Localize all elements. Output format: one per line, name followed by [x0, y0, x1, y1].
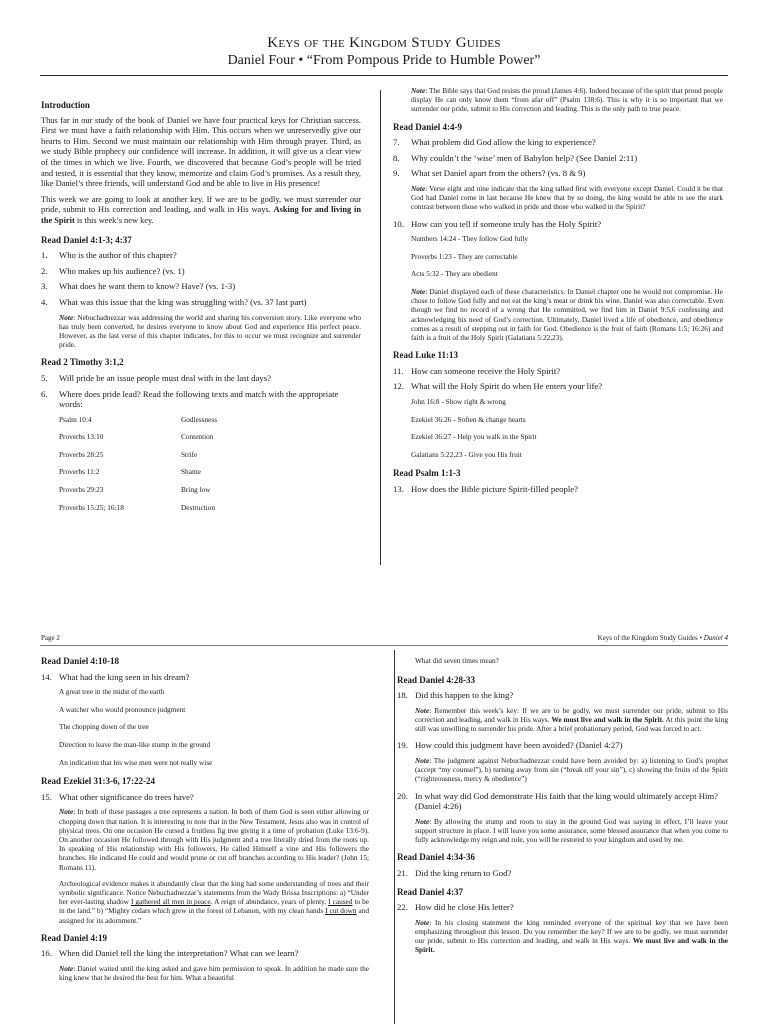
match-word: Destruction [181, 502, 216, 512]
note-text: The Bible says that God resists the proud (James 4:6). Indeed because of the spirit that proud people display He can only know them “from afar off” (Psalm 138:6). This is why it is so important that we surrender our pride, submit to His correction and leading. This is the only path to true peace. [411, 86, 723, 114]
question-text: What problem did God allow the king to experience? [411, 137, 596, 148]
note-text: Daniel displayed each of these characteristics. In Daniel chapter one he would not compromise. He chose to follow God fully and not eat the king’s meat or drink his wine. Daniel was also correctable. Even though we find no record of a wrong that He committed, we find him in Daniel 9:5,6 confessing and acknowledging his need of God’s correction. Ultimately, Daniel lived a life of obedience, and obedience comes as a result of stepping out in faith for God. Obedience is the fruit of faith (Romans 1:5; 16:26) and faith is a fruit of the Holy Spirit (Galatians 5:22,23). [411, 286, 723, 342]
match-table [41, 415, 361, 514]
note-16: Note: Daniel waited until the king asked and gave him permission to speak. In addition he made sure the king knew that he desired the best for him. What a beautiful [59, 963, 369, 983]
match-row [59, 415, 361, 426]
page2-left-column [41, 652, 369, 989]
note-label: Note [411, 183, 426, 193]
question-number: 22. [397, 902, 408, 913]
question-9 [393, 168, 723, 179]
section-heading: Read 2 Timothy 3:1,2 [41, 357, 124, 368]
note-22: Note: In his closing statement the king reminded everyone of the spiritual key that we have been emphasizing throughout this lesson. Do you remember the key? If we are to be godly, we must surrender our pride, submit to His correction and leading, and walk in His ways. We must live and walk in the Spirit. [415, 917, 728, 955]
intro-p2-text: This week we are going to look at another key. If we are to be godly, we must surrender our pride, submit to His correction and leading, and walk in His ways. [41, 194, 361, 215]
section-heading: Read Daniel 4:1-3; 4:37 [41, 234, 132, 245]
match-word: Shame [181, 467, 201, 477]
intro-p2-end: is this week’s new key. [76, 215, 154, 225]
question-number: 5. [41, 372, 48, 383]
question-text: What set Daniel apart from the others? (vs. 8 & 9) [411, 168, 586, 179]
section-heading: Read Luke 11:13 [393, 350, 459, 361]
match-ref: Proverbs 29:23 [59, 485, 104, 495]
question-text: What will the Holy Spirit do when He enters your life? [411, 381, 603, 392]
section-heading: Read Daniel 4:10-18 [41, 656, 119, 666]
question-text: Will pride be an issue people must deal with in the last days? [59, 372, 271, 383]
note-text: At this point the king still was unwilling to surrender his pride. After a brief probationary period, God was forced to act. [415, 714, 729, 734]
answer-line: John 16:8 - Show right & wrong [411, 396, 506, 406]
match-row [59, 485, 361, 496]
page-title: Keys of the Kingdom Study Guides [267, 35, 501, 51]
question-15 [41, 792, 369, 803]
page-number: Page 2 [41, 634, 60, 642]
question-number: 13. [393, 483, 404, 494]
running-head-text: Keys of the Kingdom Study Guides • [597, 634, 702, 642]
question-number: 4. [41, 296, 48, 307]
match-ref: Proverbs 15:25; 16:18 [59, 502, 124, 512]
note-text: The judgment against Nebuchadnezzar could have been avoided by: a) listening to God’s prophet (accept “my counsel”), b) turning away from sin (“break off your sin”), c) showing the fruits of the Spirit (“righteousness, mercy & obedience”) [415, 755, 728, 784]
question-6 [41, 389, 361, 410]
question-number: 15. [41, 791, 52, 802]
note-19: Note: The judgment against Nebuchadnezzar could have been avoided by: a) listening to God’s prophet (accept “my counsel”), b) turning away from sin (“break off your sin”), c) showing the fruits of the Spirit (“righteousness, mercy & obedience”) [415, 755, 728, 784]
note-text: In his closing statement the king reminded everyone of the spiritual key that we have been emphasizing throughout this lesson. Do you remember the key? If we are to be godly, we must surrender our pride, submit to His correction and leading, and walk in His ways. [415, 917, 728, 946]
column-divider [380, 90, 381, 565]
answer-line: Galatians 5:22,23 - Give you His fruit [411, 449, 522, 459]
question-2 [41, 266, 361, 277]
note-label: Note [415, 705, 430, 715]
question-number: 18. [397, 690, 408, 701]
section-heading: Read Daniel 4:28-33 [397, 674, 475, 685]
answer-line: Ezekiel 36:27 - Help you walk in the Spirit [411, 432, 537, 442]
note-underlined: I gathered all men in peace [130, 897, 211, 907]
note-underlined: I caused [328, 897, 353, 907]
section-heading: Read Daniel 4:19 [41, 932, 107, 943]
note-18: Note: Remember this week’s key: If we are to be godly, we must surrender our pride, submit to His correction and leading, and walk in His ways. We must live and walk in the Spirit. At this point the king still was unwilling to surrender his pride. After a brief probationary period, God was forced to act. [415, 705, 729, 734]
section-heading: Read Daniel 4:34-36 [397, 852, 475, 863]
note-label: Note [411, 86, 426, 95]
running-head-italic: Daniel 4 [703, 634, 728, 642]
question-3 [41, 281, 361, 292]
match-ref: Psalm 10:4 [59, 414, 92, 424]
note-text: and assigned for its adornment.” [59, 906, 369, 925]
question-number: 12. [393, 381, 404, 392]
note-text: By allowing the stump and roots to stay in the ground God was saying in effect, I’ll leave your support structure in place. I will leave you some assurance, some blessed assurance that when you come to fully acknowledge my reign and rule, you will be restored to your kingdom and used by me. [415, 816, 728, 845]
question-18 [397, 690, 728, 701]
answer-line: Numbers 14:24 - They follow God fully [411, 234, 529, 244]
header-rule [40, 75, 728, 76]
match-word: Bring low [181, 485, 211, 495]
question-text: How can you tell if someone truly has the Holy Spirit? [411, 218, 602, 229]
note-text: . A reign of abundance, years of plenty, [210, 897, 327, 907]
note-text: Nebuchadnezzar was addressing the world and sharing his conversion story. Like everyone who has truly been converted, he desires everyone to know about God and experience His perfect peace. However, as the last verse of this chapter indicates, for this to occur we must recognize and surrender pride. [59, 312, 362, 350]
question-11 [393, 366, 723, 377]
note-4: Note: Nebuchadnezzar was addressing the world and sharing his conversion story. Like everyone who has truly been converted, he desires everyone to know about God and experience His perfect peace. However, as the last verse of this chapter indicates, for this to occur we must recognize and surrender pride. [59, 312, 362, 350]
intro-p2-bold: Asking for and living in the Spirit [41, 205, 361, 225]
question-text: What other significance do trees have? [59, 791, 194, 802]
question-text: What was this issue that the king was struggling with? (vs. 37 last part) [59, 296, 307, 307]
question-text: In what way did God demonstrate His faith that the king would ultimately accept Him? (Daniel 4:26) [415, 790, 719, 812]
note-label: Note [59, 807, 74, 817]
note-label: Note [415, 816, 430, 826]
question-text: How could this judgment have been avoided? (Daniel 4:27) [415, 740, 623, 751]
intro-heading: Introduction [41, 100, 90, 110]
intro-paragraph-1: Thus far in our study of the book of Daniel we have four practical keys for Christian success. First we must have a faith relationship with Him. This occurs when we unreservedly give our hearts to Him. Second we must maintain our relationship with Him through prayer. Third, as we study Bible prophecy our confidence will increase. In addition, it will give us a clear view of the times in which we live. Fourth, we discovered that because God’s people will be tried and tested, it is essential that they know, memorize and claim God’s promises. As a result they, like Daniel’s three friends, will understand God and be able to live in His presence! [41, 115, 361, 189]
note-10: Note: Daniel displayed each of these characteristics. In Daniel chapter one he would not compromise. He chose to follow God fully and not eat the king’s meat or drink his wine. Daniel was also correctable. Even though we find no record of a wrong that He committed, we find him in Daniel 9:5,6 confessing and acknowledging his need of God’s correction. Ultimately, Daniel lived a life of obedience, and obedience comes as a result of stepping out in faith for God. Obedience is the fruit of faith (Romans 1:5; 16:26) and faith is a fruit of the Holy Spirit (Galatians 5:22,23). [411, 286, 723, 342]
question-number: 6. [41, 388, 48, 399]
question-14 [41, 672, 369, 683]
question-text: What does he want them to know? Have? (vs. 1-3) [59, 281, 236, 292]
question-text: Did the king return to God? [415, 867, 512, 878]
question-number: 1. [41, 250, 48, 261]
question-text: How did he close His letter? [415, 902, 514, 913]
question-21 [397, 868, 728, 879]
question-22 [397, 902, 728, 913]
page1-right-column [393, 86, 723, 500]
page2-header-rule [40, 645, 728, 646]
question-20 [397, 791, 728, 812]
question-number: 19. [397, 740, 408, 751]
match-word: Strife [181, 449, 198, 459]
note-label: Note [59, 312, 74, 322]
question-number: 7. [393, 137, 400, 148]
note-label: Note [411, 286, 426, 296]
question-number: 2. [41, 265, 48, 276]
section-heading: Read Daniel 4:4-9 [393, 121, 462, 132]
answer-line: Direction to leave the man-like stump in the ground [59, 739, 211, 749]
note-text: Daniel waited until the king asked and gave him permission to speak. In addition he made sure the king knew that he desired the best for him. What a beautiful [59, 963, 369, 983]
page2-right-column [397, 656, 728, 962]
note-text: Verse eight and nine indicate that the king talked first with everyone except Daniel. Could it be that God had Daniel come in last because He knew that by so doing, the king would be able to see the stark contrast between those who walked in pride and those who walked in the Spirit? [411, 183, 723, 212]
note-text: Archeological evidence makes it abundantly clear that the king had some understanding of trees and their symbolic significance. Notice Nebuchadnezzar’s statements from the Wady Brissa Inscriptions: a) “Under her ever-lasting shadow [59, 878, 369, 907]
match-row [59, 432, 361, 443]
question-number: 14. [41, 671, 52, 682]
note-text: Remember this week’s key: If we are to be godly, we must surrender our pride, submit to His correction and leading, and walk in His ways. [415, 705, 728, 724]
question-text: Who makes up his audience? (vs. 1) [59, 265, 185, 276]
note-15b [41, 879, 369, 925]
question-5 [41, 373, 361, 384]
question-13 [393, 484, 723, 495]
question-number: 8. [393, 152, 400, 163]
answer-line: Proverbs 1:23 - They are correctable [411, 251, 518, 261]
column-divider [394, 650, 395, 1024]
note-text: In both of these passages a tree represents a nation. In both of them God is seen either allowing or chopping down that nation. It is interesting to note that in the New Testament, Jesus also was in control of physical trees. On one occasion He cursed a fruitless fig tree giving it a time of probation (Luke 13:6-9). On another occasion He followed through with His judgment and a tree literally dried from the roots up. In speaking of His relationship with His followers, He called Himself a vine and His followers the branches. He indicated He could and would prune or cut off branches according to His leader? (John 15; Romans 11). [59, 807, 369, 872]
match-row [59, 503, 361, 514]
section-heading: Read Ezekiel 31:3-6, 17:22-24 [41, 776, 155, 787]
note-underlined: I cut down [325, 906, 357, 916]
question-19 [397, 740, 728, 751]
question-10 [393, 219, 723, 230]
note-label: Note [415, 755, 430, 765]
match-ref: Proverbs 11:2 [59, 467, 100, 477]
match-row [59, 467, 361, 478]
note-20: Note: By allowing the stump and roots to stay in the ground God was saying in effect, I’ll leave your support structure in place. I will leave you some assurance, some blessed assurance that when you come to fully acknowledge my reign and rule, you will be restored to your kingdom and used by me. [415, 816, 728, 845]
answer-line: A watcher who would pronounce judgment [59, 704, 186, 714]
question-text: How does the Bible picture Spirit-filled people? [411, 483, 578, 494]
question-7 [393, 137, 723, 148]
question-number: 3. [41, 281, 48, 292]
page1-left-column [41, 92, 361, 520]
match-word: Godlessness [181, 414, 218, 424]
answer-line: A great tree in the midst of the earth [59, 687, 165, 697]
question-text: Where does pride lead? Read the following texts and match with the appropriate words: [59, 388, 339, 410]
note-label: Note [59, 963, 74, 973]
note-15: Note: In both of these passages a tree represents a nation. In both of them God is seen either allowing or chopping down that nation. It is interesting to note that in the New Testament, Jesus also was in control of physical trees. On one occasion He cursed a fruitless fig tree giving it a time of probation (Luke 13:6-9). On another occasion He followed through with His judgment and a tree literally dried from the roots up. In speaking of His relationship with His followers, He called Himself a vine and His followers the branches. He indicated He could and would prune or cut off branches according to His leader? (John 15; Romans 11). [59, 807, 369, 872]
note-9: Note: Verse eight and nine indicate that the king talked first with everyone except Daniel. Could it be that God had Daniel come in last because He knew that by so doing, the king would be able to see the stark contrast between those who walked in pride and those who walked in the Spirit? [411, 183, 723, 212]
question-12 [393, 381, 723, 392]
question-text: Did this happen to the king? [415, 690, 514, 701]
answer-line: Ezekiel 36:26 - Soften & change hearts [411, 414, 526, 424]
question-8 [393, 153, 723, 164]
answer-line: The chopping down of the tree [59, 722, 149, 732]
question-text: When did Daniel tell the king the interpretation? What can we learn? [59, 948, 299, 959]
intro-paragraph-2 [41, 195, 361, 227]
question-number: 16. [41, 948, 52, 959]
question-16 [41, 948, 369, 959]
match-ref: Proverbs 28:25 [59, 449, 104, 459]
match-ref: Proverbs 13:10 [59, 432, 104, 442]
answer-line: What did seven times mean? [415, 656, 499, 665]
question-text: Who is the author of this chapter? [59, 250, 177, 261]
question-number: 11. [393, 365, 404, 376]
question-number: 9. [393, 168, 400, 179]
question-4 [41, 297, 361, 308]
question-text: Why couldn’t the ‘wise’ men of Babylon help? (See Daniel 2:11) [411, 152, 638, 163]
question-text: What had the king seen in his dream? [59, 671, 190, 682]
answer-line: Acts 5:32 - They are obedient [411, 269, 498, 279]
question-text: How can someone receive the Holy Spirit? [411, 365, 561, 376]
question-number: 10. [393, 218, 404, 229]
section-heading: Read Daniel 4:37 [397, 886, 463, 897]
note-top: Note: The Bible says that God resists the proud (James 4:6). Indeed because of the spirit that proud people display He can only know them “from afar off” (Psalm 138:6). This is why it is so important that we surrender our pride, submit to His correction and leading. This is the only path to true peace. [411, 86, 723, 114]
page-subtitle: Daniel Four • “From Pompous Pride to Humble Power” [227, 53, 541, 68]
note-bold: We must live and walk in the Spirit. [551, 714, 664, 724]
note-bold: We must live and walk in the Spirit. [415, 936, 728, 955]
question-number: 20. [397, 790, 408, 801]
question-number: 21. [397, 867, 408, 878]
running-head [598, 634, 728, 642]
note-label: Note [415, 917, 430, 927]
answer-line: An indication that his wise men were not really wise [59, 757, 213, 767]
match-word: Contention [181, 432, 214, 442]
question-1 [41, 250, 361, 261]
match-row [59, 450, 361, 461]
section-heading: Read Psalm 1:1-3 [393, 468, 461, 479]
note-text: to be in the land.” b) “Mighty cedars which grew in the forest of Lebanon, with my clean hands [59, 897, 370, 916]
